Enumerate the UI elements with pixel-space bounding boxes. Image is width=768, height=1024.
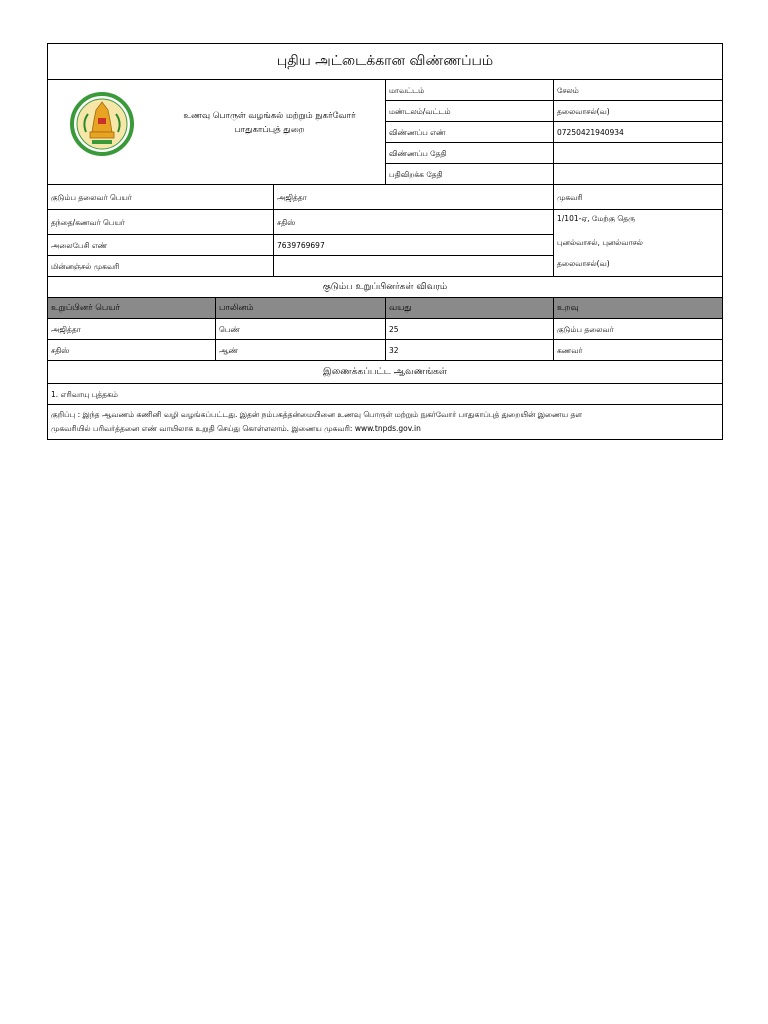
application-form <box>47 43 722 440</box>
members-header-age: வயது <box>386 298 554 319</box>
father-spouse-label: தந்தை/கணவர் பெயர் <box>48 210 274 235</box>
address-label: முகவரி <box>554 185 723 210</box>
department-line-1: உணவு பொருள் வழங்கல் மற்றும் நுகர்வோர் <box>183 111 356 121</box>
member-gender: ஆண் <box>216 340 386 361</box>
table-row <box>48 340 723 361</box>
attachment-item: 1. எரிவாயு புத்தகம் <box>48 384 723 405</box>
department-name <box>158 110 381 137</box>
father-spouse-value: சதிஸ் <box>274 210 554 235</box>
info-label-application-no: விண்ணப்ப எண் <box>386 122 554 143</box>
info-label-application-date: விண்ணப்ப தேதி <box>386 143 554 164</box>
member-relation: குடும்ப தலைவர் <box>554 319 723 340</box>
member-age: 32 <box>386 340 554 361</box>
member-age: 25 <box>386 319 554 340</box>
address-value <box>554 210 723 277</box>
members-header-name: உறுப்பினர் பெயர் <box>48 298 216 319</box>
member-name: சதிஸ் <box>48 340 216 361</box>
note-line-1: குறிப்பு : இந்த ஆவணம் கணினி வழி வழங்கப்பட்டது. இதன் நம்பகத்தன்மையினை உணவு பொருள் மற்றும் நுகர்வோர் பாதுகாப்புத் துறையின் இணைய தள <box>51 409 583 419</box>
attachments-section-title: இணைக்கப்பட்ட ஆவணங்கள் <box>48 361 723 384</box>
form-table <box>47 43 723 440</box>
address-line-2: புனல்வாசல், புனல்வாசல் <box>557 238 643 247</box>
address-line-3: தலைவாசல்(வ) <box>557 259 610 268</box>
member-relation: கணவர் <box>554 340 723 361</box>
member-name: அஜித்தா <box>48 319 216 340</box>
mobile-value: 7639769697 <box>274 235 554 256</box>
info-label-district: மாவட்டம் <box>386 80 554 101</box>
info-value-application-date <box>554 143 723 164</box>
family-head-value: அஜித்தா <box>274 185 554 210</box>
member-gender: பெண் <box>216 319 386 340</box>
department-line-2: பாதுகாப்புத் துறை <box>234 124 305 135</box>
address-line-1: 1/101-ஏ, மேற்கு தெரு <box>557 214 636 223</box>
info-value-district: சேலம் <box>554 80 723 101</box>
members-section-title: குடும்ப உறுப்பினர்கள் விவரம் <box>48 277 723 298</box>
members-header-relation: உறவு <box>554 298 723 319</box>
info-value-download-date <box>554 164 723 185</box>
table-row <box>48 319 723 340</box>
info-label-download-date: பதிவிறக்க தேதி <box>386 164 554 185</box>
department-cell <box>48 80 386 185</box>
note-line-2: முகவரியில் பரிவர்த்தனை எண் வாயிலாக உறுதி செய்து கொள்ளலாம். இணைய முகவரி: www.tnpds.gov.in <box>51 424 421 433</box>
info-label-taluk: மண்டலம்/வட்டம் <box>386 101 554 122</box>
info-value-application-no: 07250421940934 <box>554 122 723 143</box>
family-head-label: குடும்ப தலைவர் பெயர் <box>48 185 274 210</box>
email-label: மின்னஞ்சல் முகவரி <box>48 256 274 277</box>
email-value <box>274 256 554 277</box>
members-header-gender: பாலினம் <box>216 298 386 319</box>
mobile-label: அலைபேசி எண் <box>48 235 274 256</box>
info-value-taluk: தலைவாசல்(வ) <box>554 101 723 122</box>
note-text <box>48 405 723 440</box>
tamil-nadu-emblem-icon <box>70 92 134 156</box>
page-title: புதிய அட்டைக்கான விண்ணப்பம் <box>48 44 723 80</box>
